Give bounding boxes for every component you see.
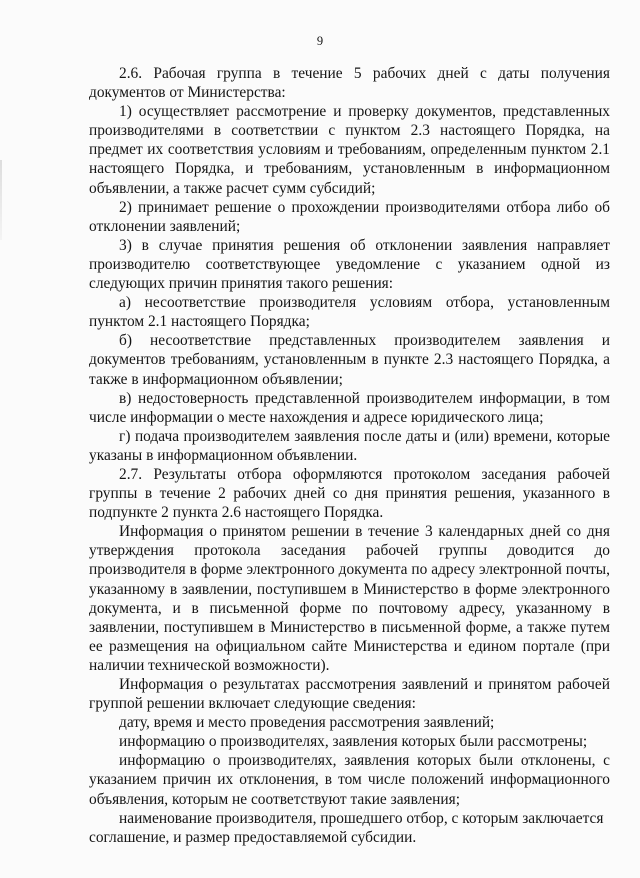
paragraph-item-2: 2) принимает решение о прохождении производителями отбора либо об отклонении заявлений; — [89, 198, 610, 235]
paragraph-results-info: Информация о результатах рассмотрения заявлений и принятом рабочей группой решении включает следующие сведения: — [89, 676, 610, 713]
document-body — [89, 64, 610, 847]
paragraph-list-rejected: информацию о производителях, заявления которых были отклонены, с указанием причин их отклонения, в том числе положений информационного объявления, которым не соответствуют такие заявления; — [89, 752, 610, 808]
paragraph-list-date: дату, время и место проведения рассмотрения заявлений; — [119, 714, 495, 732]
paragraph-decision-info: Информация о принятом решении в течение 3 календарных дней со дня утверждения протокола заседания рабочей группы доводится до производителя в форме электронного документа по адресу электронной почты, указанному в заявлении, поступившем в Министерство в форме электронного документа, и в письменной форме по почтовому адресу, указанному в заявлении, поступившем в Министерство в письменной форме, а также путем ее размещения на официальном сайте Министерства и едином портале (при наличии технической возможности). — [89, 523, 610, 674]
paragraph-2-7: 2.7. Результаты отбора оформляются протоколом заседания рабочей группы в течение 2 рабочих дней со дня принятия решения, указанного в подпункте 2 пункта 2.6 настоящего Порядка. — [89, 465, 610, 522]
paragraph-2-6: 2.6. Рабочая группа в течение 5 рабочих дней с даты получения документов от Министерства: — [89, 65, 610, 102]
paragraph-item-a: а) несоответствие производителя условиям отбора, установленным пунктом 2.1 настоящего Порядка; — [89, 294, 610, 331]
page-number: 9 — [316, 34, 324, 48]
scan-edge-shadow — [0, 160, 2, 240]
paragraph-item-v: в) недостоверность представленной производителем информации, в том числе информации о месте нахождения и адресе юридического лица; — [89, 389, 610, 426]
paragraph-item-1: 1) осуществляет рассмотрение и проверку документов, представленных производителями в соответствии с пунктом 2.3 настоящего Порядка, на предмет их соответствия условиям и требованиям, определенным пунктом 2.1 настоящего Порядка, и требованиям, установленным в информационном объявлении, а также расчет сумм субсидий; — [89, 103, 610, 197]
paragraph-list-winner: наименование производителя, прошедшего отбор, с которым заключается соглашение, и размер предоставляемой субсидии. — [89, 809, 604, 846]
paragraph-item-g: г) подача производителем заявления после даты и (или) времени, которые указаны в информационном объявлении. — [89, 427, 610, 464]
paragraph-item-3: 3) в случае принятия решения об отклонении заявления направляет производителю соответствующее уведомление с указанием одной из следующих причин принятия такого решения: — [89, 236, 610, 293]
paragraph-item-b: б) несоответствие представленных производителем заявления и документов требованиям, установленным в пункте 2.3 настоящего Порядка, а также в информационном объявлении; — [89, 332, 610, 388]
paragraph-list-reviewed: информацию о производителях, заявления которых были рассмотрены; — [119, 733, 588, 751]
